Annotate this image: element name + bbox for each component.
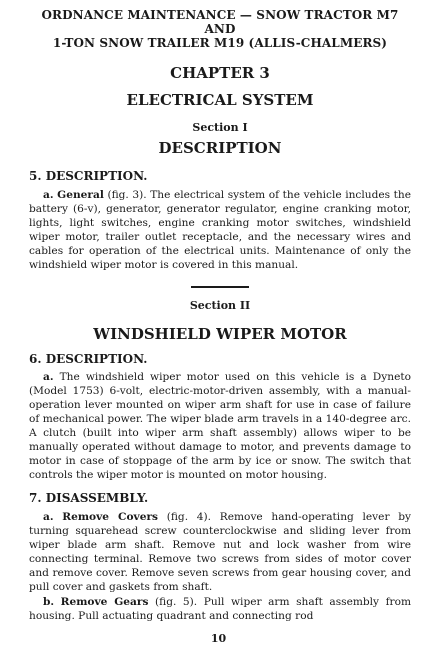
paragraph-7b-subhead: Remove Gears <box>60 596 149 608</box>
paragraph-5a <box>29 188 411 272</box>
running-head-line-1: ORDNANCE MAINTENANCE — SNOW TRACTOR M7 AND <box>41 8 399 36</box>
paragraph-6a <box>29 370 411 482</box>
chapter-number: CHAPTER 3 <box>170 64 270 82</box>
chapter-title: ELECTRICAL SYSTEM <box>126 91 314 109</box>
paragraph-7b <box>29 595 411 623</box>
paragraph-6a-text: The windshield wiper motor used on this vehicle is a Dyneto (Model 1753) 6-volt, electric-motor-driven assembly, with a manual-operation lever mounted on wiper arm shaft for use in case of failure of mechanical power. The wiper blade arm travels in a 140-degree arc. A clutch (built into wiper arm shaft assembly) allows wiper to be manually operated without damage to motor, and prevents damage to motor in case of stoppage of the arm by ice or snow. The switch that controls the wiper motor is mounted on motor housing. <box>29 371 411 481</box>
page-number: 10 <box>210 632 227 645</box>
section-2-label: Section II <box>189 299 251 312</box>
paragraph-5a-subhead: General <box>57 189 104 201</box>
running-head-line-2: 1-TON SNOW TRAILER M19 (ALLIS-CHALMERS) <box>52 36 388 50</box>
paragraph-7-heading: 7. DISASSEMBLY. <box>29 491 149 505</box>
section-2-title: WINDSHIELD WIPER MOTOR <box>93 325 347 343</box>
paragraph-7b-text: (fig. 5). Pull wiper arm shaft assembly from housing. Pull actuating quadrant and connecting rod <box>29 596 412 622</box>
paragraph-6-heading: 6. DESCRIPTION. <box>29 352 148 366</box>
section-divider-rule <box>191 286 249 288</box>
paragraph-5-heading: 5. DESCRIPTION. <box>29 169 148 183</box>
paragraph-7a <box>29 510 411 594</box>
paragraph-6a-label: a. <box>43 371 54 383</box>
paragraph-7a-label: a. <box>43 511 54 523</box>
paragraph-7a-subhead: Remove Covers <box>62 511 158 523</box>
running-head <box>29 8 411 50</box>
section-1-label: Section I <box>192 121 248 134</box>
paragraph-5a-text: (fig. 3). The electrical system of the vehicle includes the battery (6-v), generator, generator regulator, engine cranking motor, lights, light switches, engine cranking motor switches, windshield wiper motor, trailer outlet receptacle, and the necessary wires and cables for operation of the electrical units. Maintenance of only the windshield wiper motor is covered in this manual. <box>29 189 411 271</box>
section-1-title: DESCRIPTION <box>158 139 282 157</box>
paragraph-7a-text: (fig. 4). Remove hand-operating lever by turning squarehead screw counterclockwise and sliding lever from wiper blade arm shaft. Remove nut and lock washer from wire connecting terminal. Remove two screws from sides of motor cover and remove cover. Remove seven screws from gear housing cover, and pull cover and gaskets from shaft. <box>29 511 411 593</box>
paragraph-7b-label: b. <box>43 596 55 608</box>
paragraph-5a-label: a. <box>43 189 54 201</box>
